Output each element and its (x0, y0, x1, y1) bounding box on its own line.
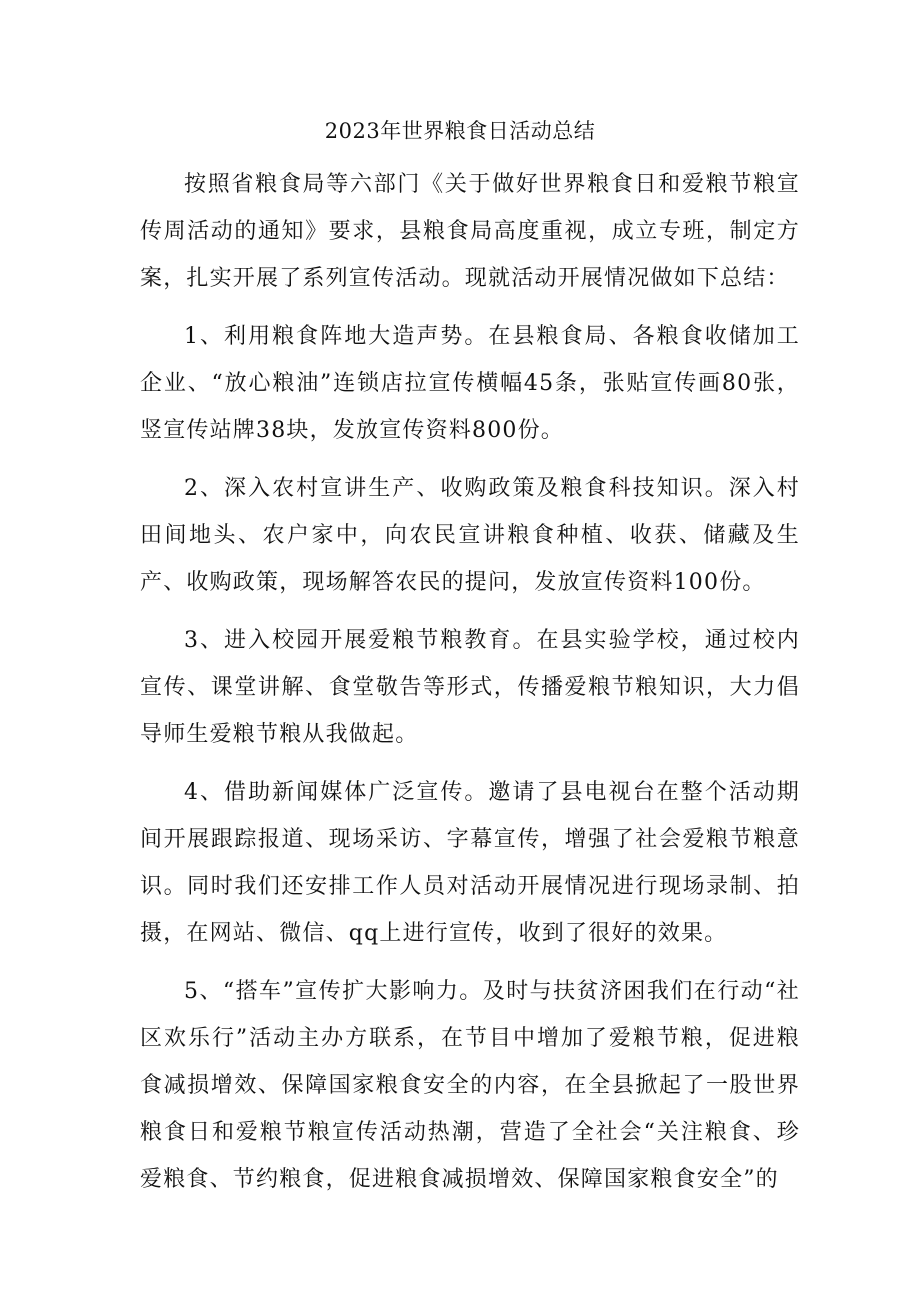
paragraph-item-4: 4、借助新闻媒体广泛宣传。邀请了县电视台在整个活动期间开展跟踪报道、现场采访、字幕宣传，增强了社会爱粮节粮意识。同时我们还安排工作人员对活动开展情况进行现场录制、拍摄，在网站、微信、qq上进行宣传，收到了很好的效果。 (140, 780, 800, 946)
intro-paragraph: 按照省粮食局等六部门《关于做好世界粮食日和爱粮节粮宣传周活动的通知》要求，县粮食局高度重视，成立专班，制定方案，扎实开展了系列宣传活动。现就活动开展情况做如下总结： (140, 172, 800, 291)
paragraph-item-2: 2、深入农村宣讲生产、收购政策及粮食科技知识。深入村田间地头、农户家中，向农民宣讲粮食种植、收获、储藏及生产、收购政策，现场解答农民的提问，发放宣传资料100份。 (140, 476, 800, 595)
document-body (140, 161, 800, 1214)
paragraph-item-3: 3、进入校园开展爱粮节粮教育。在县实验学校，通过校内宣传、课堂讲解、食堂敬告等形式，传播爱粮节粮知识，大力倡导师生爱粮节粮从我做起。 (140, 628, 800, 747)
document-title: 2023年世界粮食日活动总结 (324, 119, 596, 143)
paragraph-item-1: 1、利用粮食阵地大造声势。在县粮食局、各粮食收储加工企业、“放心粮油”连锁店拉宣传横幅45条，张贴宣传画80张，竖宣传站牌38块，发放宣传资料800份。 (140, 324, 800, 443)
paragraph-item-5: 5、“搭车”宣传扩大影响力。及时与扶贫济困我们在行动“社区欢乐行”活动主办方联系，在节目中增加了爱粮节粮，促进粮食减损增效、保障国家粮食安全的内容，在全县掀起了一股世界粮食日和爱粮节粮宣传活动热潮，营造了全社会“关注粮食、珍爱粮食、节约粮食，促进粮食减损增效、保障国家粮食安全”的 (140, 979, 800, 1192)
